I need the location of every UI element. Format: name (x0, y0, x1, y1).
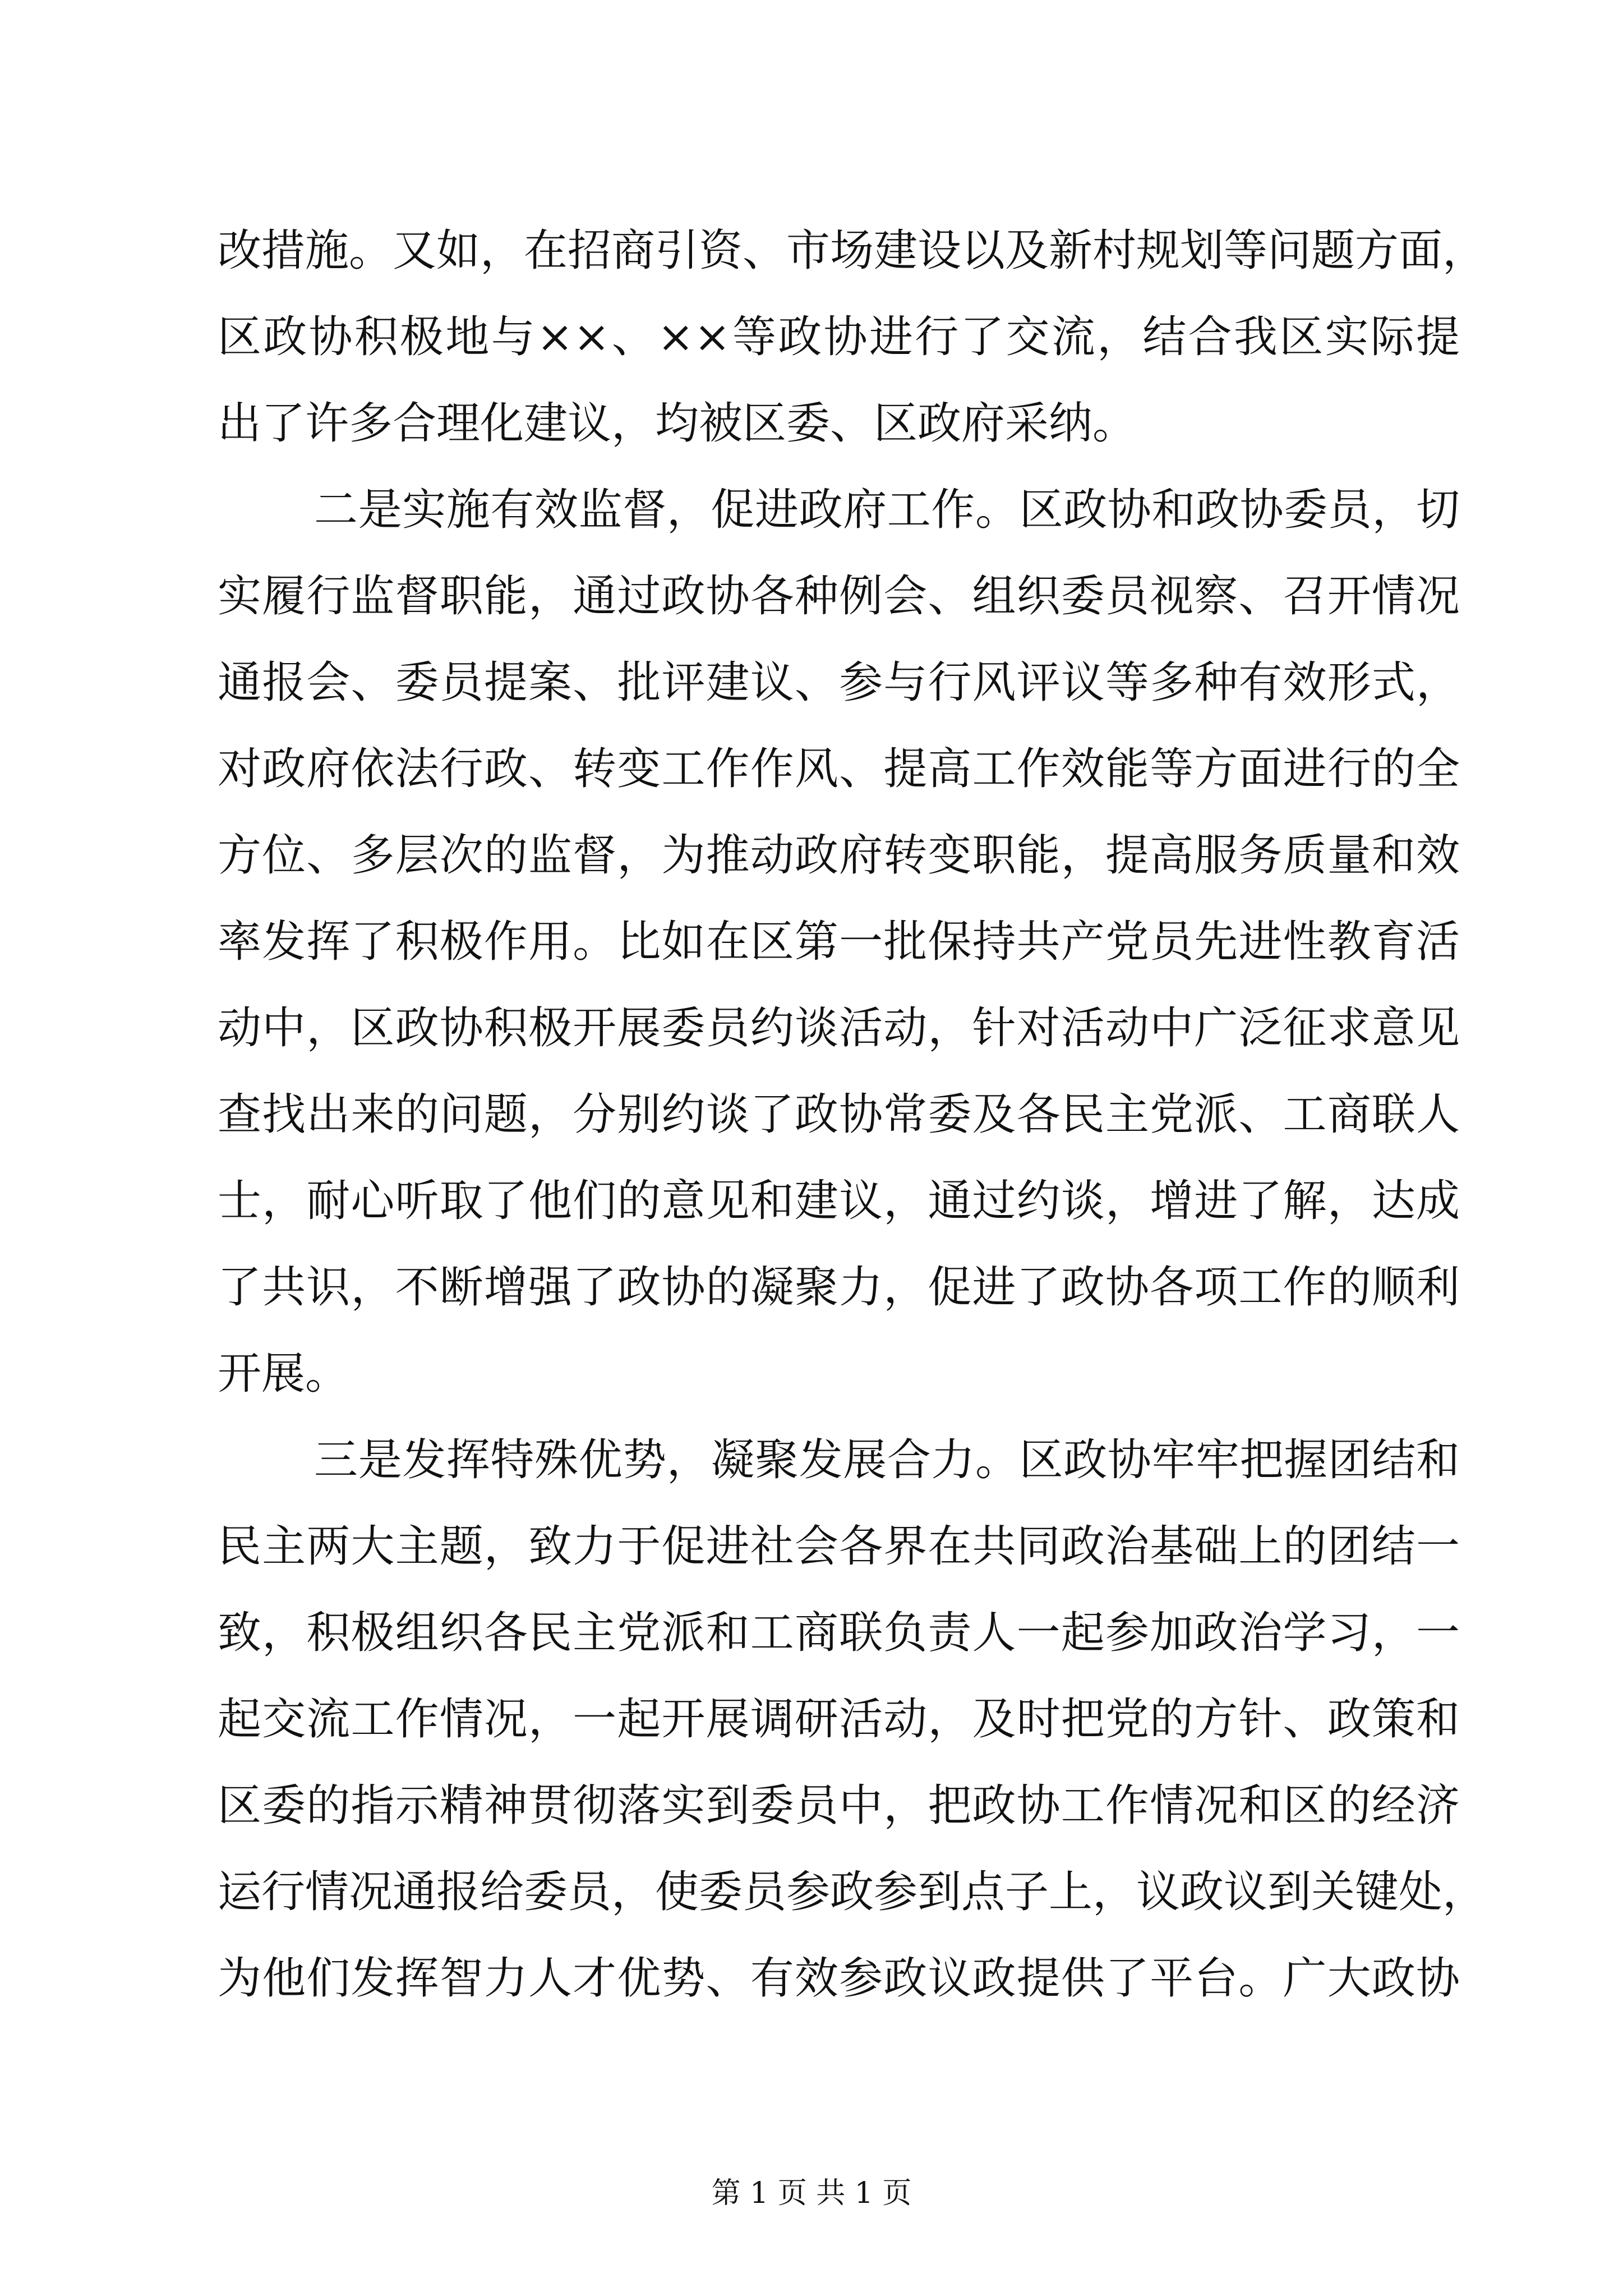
paragraph-start-line: 二是实施有效监督，促进政府工作。区政协和政协委员，切 (314, 485, 1460, 535)
text-line: 对政府依法行政、转变工作作风、提高工作效能等方面进行的全 (218, 744, 1460, 794)
text-line: 动中，区政协积极开展委员约谈活动，针对活动中广泛征求意见 (218, 1003, 1460, 1053)
document-body (218, 208, 1487, 2022)
text-line: 查找出来的问题，分别约谈了政协常委及各民主党派、工商联人 (218, 1089, 1460, 1140)
text-line: 区委的指示精神贯彻落实到委员中，把政协工作情况和区的经济 (218, 1780, 1460, 1831)
text-line: 改措施。又如，在招商引资、市场建设以及新村规划等问题方面， (218, 226, 1487, 276)
text-line: 致，积极组织各民主党派和工商联负责人一起参加政治学习，一 (218, 1608, 1460, 1658)
text-line: 运行情况通报给委员，使委员参政参到点子上，议政议到关键处， (218, 1867, 1487, 1917)
text-line: 率发挥了积极作用。比如在区第一批保持共产党员先进性教育活 (218, 917, 1460, 967)
text-line: 通报会、委员提案、批评建议、参与行风评议等多种有效形式， (218, 657, 1460, 708)
text-line: 士，耐心听取了他们的意见和建议，通过约谈，增进了解，达成 (218, 1176, 1460, 1226)
text-line: 方位、多层次的监督，为推动政府转变职能，提高服务质量和效 (218, 830, 1460, 881)
text-line: 区政协积极地与××、××等政协进行了交流，结合我区实际提 (218, 312, 1460, 362)
page-number-label: 第 1 页 共 1 页 (711, 2177, 912, 2210)
text-line: 民主两大主题，致力于促进社会各界在共同政治基础上的团结一 (218, 1521, 1460, 1572)
page-footer (0, 2174, 1623, 2213)
text-line: 为他们发挥智力人才优势、有效参政议政提供了平台。广大政协 (218, 1953, 1460, 2004)
paragraph-start-line: 三是发挥特殊优势，凝聚发展合力。区政协牢牢把握团结和 (314, 1435, 1460, 1485)
text-line: 出了许多合理化建议，均被区委、区政府采纳。 (218, 398, 1137, 449)
text-line: 开展。 (218, 1349, 349, 1399)
text-line: 了共识，不断增强了政协的凝聚力，促进了政协各项工作的顺利 (218, 1262, 1460, 1313)
text-line: 起交流工作情况，一起开展调研活动，及时把党的方针、政策和 (218, 1694, 1460, 1745)
text-line: 实履行监督职能，通过政协各种例会、组织委员视察、召开情况 (218, 571, 1460, 622)
